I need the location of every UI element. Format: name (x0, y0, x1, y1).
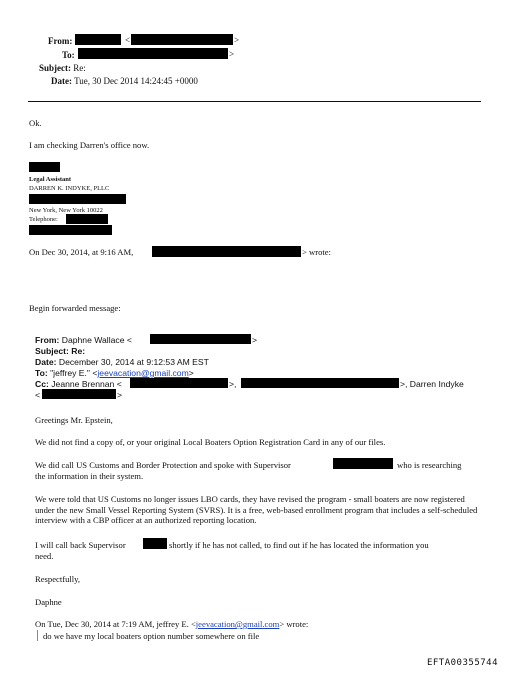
header-from-label: From: (48, 36, 73, 46)
redaction-from-name (75, 34, 121, 45)
redaction-cc-2 (241, 378, 399, 388)
body-signoff-name: Daphne (35, 597, 62, 607)
redaction-wrote-email (152, 246, 301, 257)
signature-firm: DARREN K. INDYKE, PLLC (29, 185, 110, 192)
header-to-gt: > (229, 49, 235, 59)
redaction-from-email (131, 34, 233, 45)
forwarded-from-name: Daphne Wallace < (61, 335, 132, 345)
quote-bar (37, 630, 38, 641)
header-from-gt: > (234, 35, 240, 45)
body-paragraph-4b: shortly if he has not called, to find out if he has located the information you (169, 540, 429, 550)
body-paragraph-3: We were told that US Customs no longer issues LBO cards, they have revised the program - small boaters are now registered under the new Small Vessel Reporting System (SVRS). It is a free, web-based enrollment program that includes a self-scheduled interview with a CBP officer at an authorized reporting location. (35, 494, 478, 525)
forwarded-cc-gt: > (117, 390, 123, 400)
quoted-email[interactable]: jeevacation@gmail.com (195, 619, 280, 629)
forwarded-subject-value: Re: (71, 346, 86, 356)
wrote-suffix: > wrote: (302, 247, 331, 257)
header-subject-label: Subject: (39, 63, 71, 73)
header-from (48, 36, 72, 46)
quoted-line-b: > wrote: (279, 619, 309, 629)
forwarded-intro: Begin forwarded message: (29, 303, 121, 313)
forwarded-cc-end: >, Darren Indyke (400, 379, 464, 389)
redaction-supervisor-2 (143, 538, 167, 549)
body-greeting: Greetings Mr. Epstein, (35, 415, 113, 425)
forwarded-subject-label: Subject: (35, 346, 69, 356)
quoted-line-a: On Tue, Dec 30, 2014 at 7:19 AM, jeffrey E. < (35, 619, 196, 629)
header-from-lt: < (125, 35, 131, 45)
forwarded-cc-name: Jeanne Brennan < (51, 379, 122, 389)
redaction-supervisor-1 (333, 458, 393, 469)
forwarded-date (35, 357, 209, 367)
body-paragraph-2b: who is researching (397, 460, 462, 470)
header-subject-value: Re: (73, 63, 86, 73)
header-subject (39, 63, 86, 73)
header-date (51, 76, 198, 86)
forwarded-date-label: Date: (35, 357, 57, 367)
signature-telephone-label: Telephone: (29, 216, 58, 223)
signature-title: Legal Assistant (29, 176, 72, 183)
wrote-prefix: On Dec 30, 2014, at 9:16 AM, (29, 247, 134, 257)
forwarded-cc (35, 379, 122, 389)
header-date-value: Tue, 30 Dec 2014 14:24:45 +0000 (74, 76, 198, 86)
redaction-cc-3 (42, 389, 116, 399)
body-paragraph-2c: the information in their system. (35, 471, 144, 481)
forwarded-from-label: From: (35, 335, 60, 345)
redaction-to (78, 48, 228, 59)
body-paragraph-4c: need. (35, 551, 54, 561)
body-paragraph-2a: We did call US Customs and Border Protection and spoke with Supervisor (35, 460, 291, 470)
forwarded-subject (35, 346, 85, 356)
body-closing: Respectfully, (35, 574, 81, 584)
redaction-signature-email (29, 225, 112, 235)
forwarded-to-name: "jeffrey E." < (50, 368, 98, 378)
body-paragraph-4a: I will call back Supervisor (35, 540, 126, 550)
forwarded-cc-mid: >, (229, 379, 237, 389)
forwarded-to-end: > (188, 368, 194, 378)
forwarded-to-email[interactable]: jeevacation@gmail.com (97, 368, 189, 378)
forwarded-to (35, 368, 194, 378)
redaction-signature-address (29, 194, 126, 204)
forwarded-cc-label: Cc: (35, 379, 49, 389)
reply-line-2: I am checking Darren's office now. (29, 140, 150, 150)
signature-city: New York, New York 10022 (29, 207, 103, 214)
reply-line-1: Ok. (29, 118, 42, 128)
quoted-header (35, 619, 308, 629)
redaction-forwarded-from (150, 334, 251, 344)
header-date-label: Date: (51, 76, 72, 86)
header-to-label: To: (62, 50, 75, 60)
forwarded-date-value: December 30, 2014 at 9:12:53 AM EST (58, 357, 209, 367)
forwarded-to-label: To: (35, 368, 48, 378)
redaction-signature-phone (66, 214, 108, 224)
bates-number: EFTA00355744 (426, 658, 498, 668)
forwarded-from-end: > (252, 335, 258, 345)
forwarded-from (35, 335, 132, 345)
body-paragraph-1: We did not find a copy of, or your original Local Boaters Option Registration Card in any of our files. (35, 437, 386, 447)
header-divider (28, 101, 481, 102)
redaction-signature-name (29, 162, 60, 172)
quoted-text: do we have my local boaters option number somewhere on file (43, 631, 260, 641)
redaction-cc-1 (130, 378, 228, 388)
forwarded-cc-lt: < (35, 390, 41, 400)
header-to (62, 50, 75, 60)
